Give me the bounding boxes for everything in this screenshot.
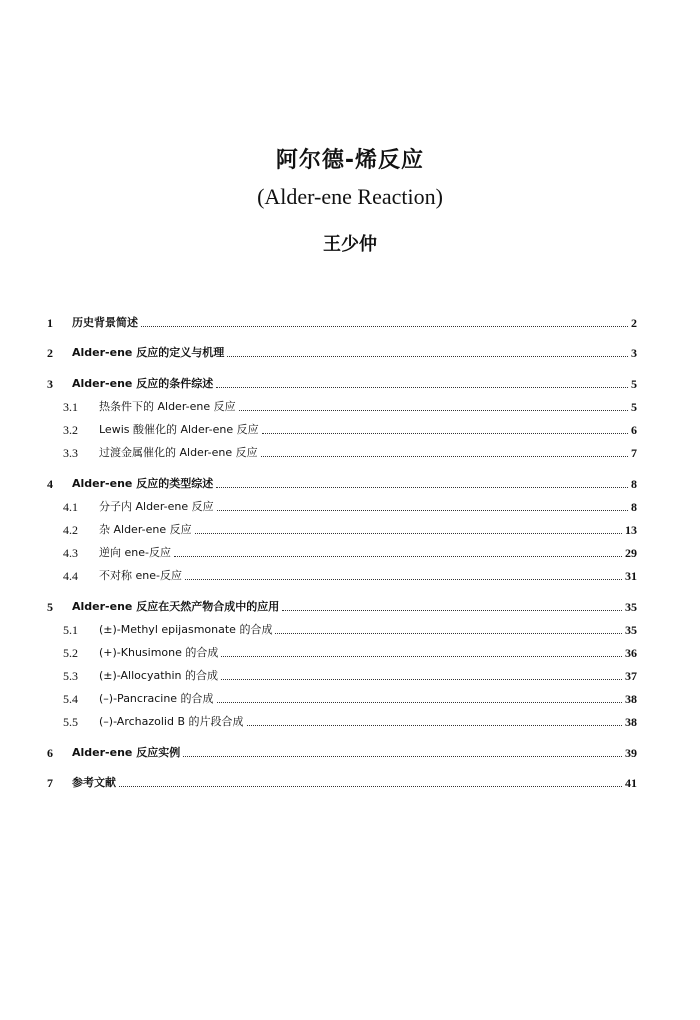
toc-dot-leader [282, 609, 622, 611]
toc-dot-leader [247, 724, 622, 726]
toc-entry-number: 4.4 [63, 569, 78, 583]
toc-entry-number: 2 [47, 346, 53, 360]
toc-dot-leader [119, 785, 622, 787]
toc-entry-number: 5.1 [63, 623, 78, 637]
toc-entry-page: 35 [625, 623, 637, 637]
toc-entry-page: 37 [625, 669, 637, 683]
toc-entry[interactable] [47, 311, 637, 331]
toc-entry-page: 41 [625, 776, 637, 790]
toc-entry-number: 1 [47, 316, 53, 330]
toc-entry-number: 4.2 [63, 523, 78, 537]
document-title-english: (Alder-ene Reaction) [257, 184, 443, 209]
toc-entry-page: 3 [631, 346, 637, 360]
toc-entry-page: 8 [631, 477, 637, 491]
toc-entry-page: 5 [631, 400, 637, 414]
toc-entry-page: 35 [625, 600, 637, 614]
toc-entry-title: (±)-Allocyathin 的合成 [99, 669, 219, 682]
toc-entry-number: 4.3 [63, 546, 78, 560]
toc-entry-number: 5.5 [63, 715, 78, 729]
toc-entry-title: (+)-Khusimone 的合成 [99, 646, 219, 659]
document-title-chinese: 阿尔德-烯反应 [275, 148, 425, 173]
toc-entry-number: 7 [47, 776, 53, 790]
toc-entry-title: Lewis 酸催化的 Alder-ene 反应 [99, 423, 259, 436]
toc-entry-page: 5 [631, 377, 637, 391]
toc-dot-leader [217, 701, 622, 703]
toc-entry[interactable] [47, 771, 637, 791]
toc-entry-title: Alder-ene 反应的条件综述 [72, 377, 214, 390]
toc-entry[interactable] [47, 495, 637, 515]
author-name: 王少仲 [323, 234, 377, 255]
toc-entry-number: 3.1 [63, 400, 78, 414]
toc-entry[interactable] [47, 541, 637, 561]
toc-entry-page: 7 [631, 446, 637, 460]
toc-entry[interactable] [47, 395, 637, 415]
toc-entry-title: 逆向 ene-反应 [99, 546, 171, 559]
toc-entry-title: Alder-ene 反应的定义与机理 [72, 346, 225, 359]
toc-entry[interactable] [47, 687, 637, 707]
toc-entry-title: 杂 Alder-ene 反应 [99, 523, 192, 536]
toc-entry[interactable] [47, 518, 637, 538]
toc-entry-page: 39 [625, 746, 637, 760]
toc-entry-page: 31 [625, 569, 637, 583]
toc-dot-leader [185, 578, 622, 580]
toc-entry-title: Alder-ene 反应的类型综述 [72, 477, 214, 490]
toc-dot-leader [275, 632, 622, 634]
toc-dot-leader [216, 486, 628, 488]
toc-entry-number: 4 [47, 477, 53, 491]
toc-entry[interactable] [47, 441, 637, 461]
toc-dot-leader [221, 655, 622, 657]
toc-entry-number: 3 [47, 377, 53, 391]
toc-entry[interactable] [47, 641, 637, 661]
toc-dot-leader [195, 532, 622, 534]
toc-dot-leader [239, 409, 628, 411]
toc-entry-title: (±)-Methyl epijasmonate 的合成 [99, 623, 273, 636]
toc-dot-leader [227, 355, 628, 357]
toc-dot-leader [217, 509, 628, 511]
toc-dot-leader [262, 432, 628, 434]
toc-entry-page: 38 [625, 692, 637, 706]
toc-entry-number: 4.1 [63, 500, 78, 514]
toc-entry[interactable] [47, 472, 637, 492]
toc-dot-leader [183, 755, 622, 757]
toc-entry-page: 29 [625, 546, 637, 560]
toc-entry[interactable] [47, 341, 637, 361]
toc-dot-leader [141, 325, 628, 327]
toc-dot-leader [261, 455, 628, 457]
toc-dot-leader [221, 678, 622, 680]
toc-entry-number: 5.4 [63, 692, 78, 706]
toc-entry-number: 5.3 [63, 669, 78, 683]
toc-dot-leader [174, 555, 622, 557]
toc-entry-title: Alder-ene 反应在天然产物合成中的应用 [72, 600, 280, 613]
toc-entry[interactable] [47, 618, 637, 638]
toc-entry-title: 不对称 ene-反应 [99, 569, 182, 582]
toc-entry-title: 参考文献 [72, 776, 116, 789]
toc-entry-title: 分子内 Alder-ene 反应 [99, 500, 214, 513]
toc-entry-page: 13 [625, 523, 637, 537]
toc-entry-title: 热条件下的 Alder-ene 反应 [99, 400, 236, 413]
toc-entry[interactable] [47, 372, 637, 392]
toc-entry-page: 8 [631, 500, 637, 514]
toc-entry-title: Alder-ene 反应实例 [72, 746, 181, 759]
toc-entry[interactable] [47, 710, 637, 730]
toc-entry-number: 3.2 [63, 423, 78, 437]
toc-entry-number: 5.2 [63, 646, 78, 660]
toc-entry[interactable] [47, 741, 637, 761]
toc-entry[interactable] [47, 664, 637, 684]
toc-entry-number: 6 [47, 746, 53, 760]
toc-entry-number: 5 [47, 600, 53, 614]
toc-entry-page: 6 [631, 423, 637, 437]
toc-entry-title: 过渡金属催化的 Alder-ene 反应 [99, 446, 258, 459]
toc-entry-page: 2 [631, 316, 637, 330]
toc-entry[interactable] [47, 418, 637, 438]
toc-entry-title: (–)-Archazolid B 的片段合成 [99, 715, 244, 728]
toc-entry[interactable] [47, 564, 637, 584]
toc-entry-title: (–)-Pancracine 的合成 [99, 692, 214, 705]
toc-entry[interactable] [47, 595, 637, 615]
toc-entry-page: 36 [625, 646, 637, 660]
toc-entry-page: 38 [625, 715, 637, 729]
toc-dot-leader [216, 386, 628, 388]
toc-entry-number: 3.3 [63, 446, 78, 460]
toc-entry-title: 历史背景简述 [72, 316, 138, 329]
